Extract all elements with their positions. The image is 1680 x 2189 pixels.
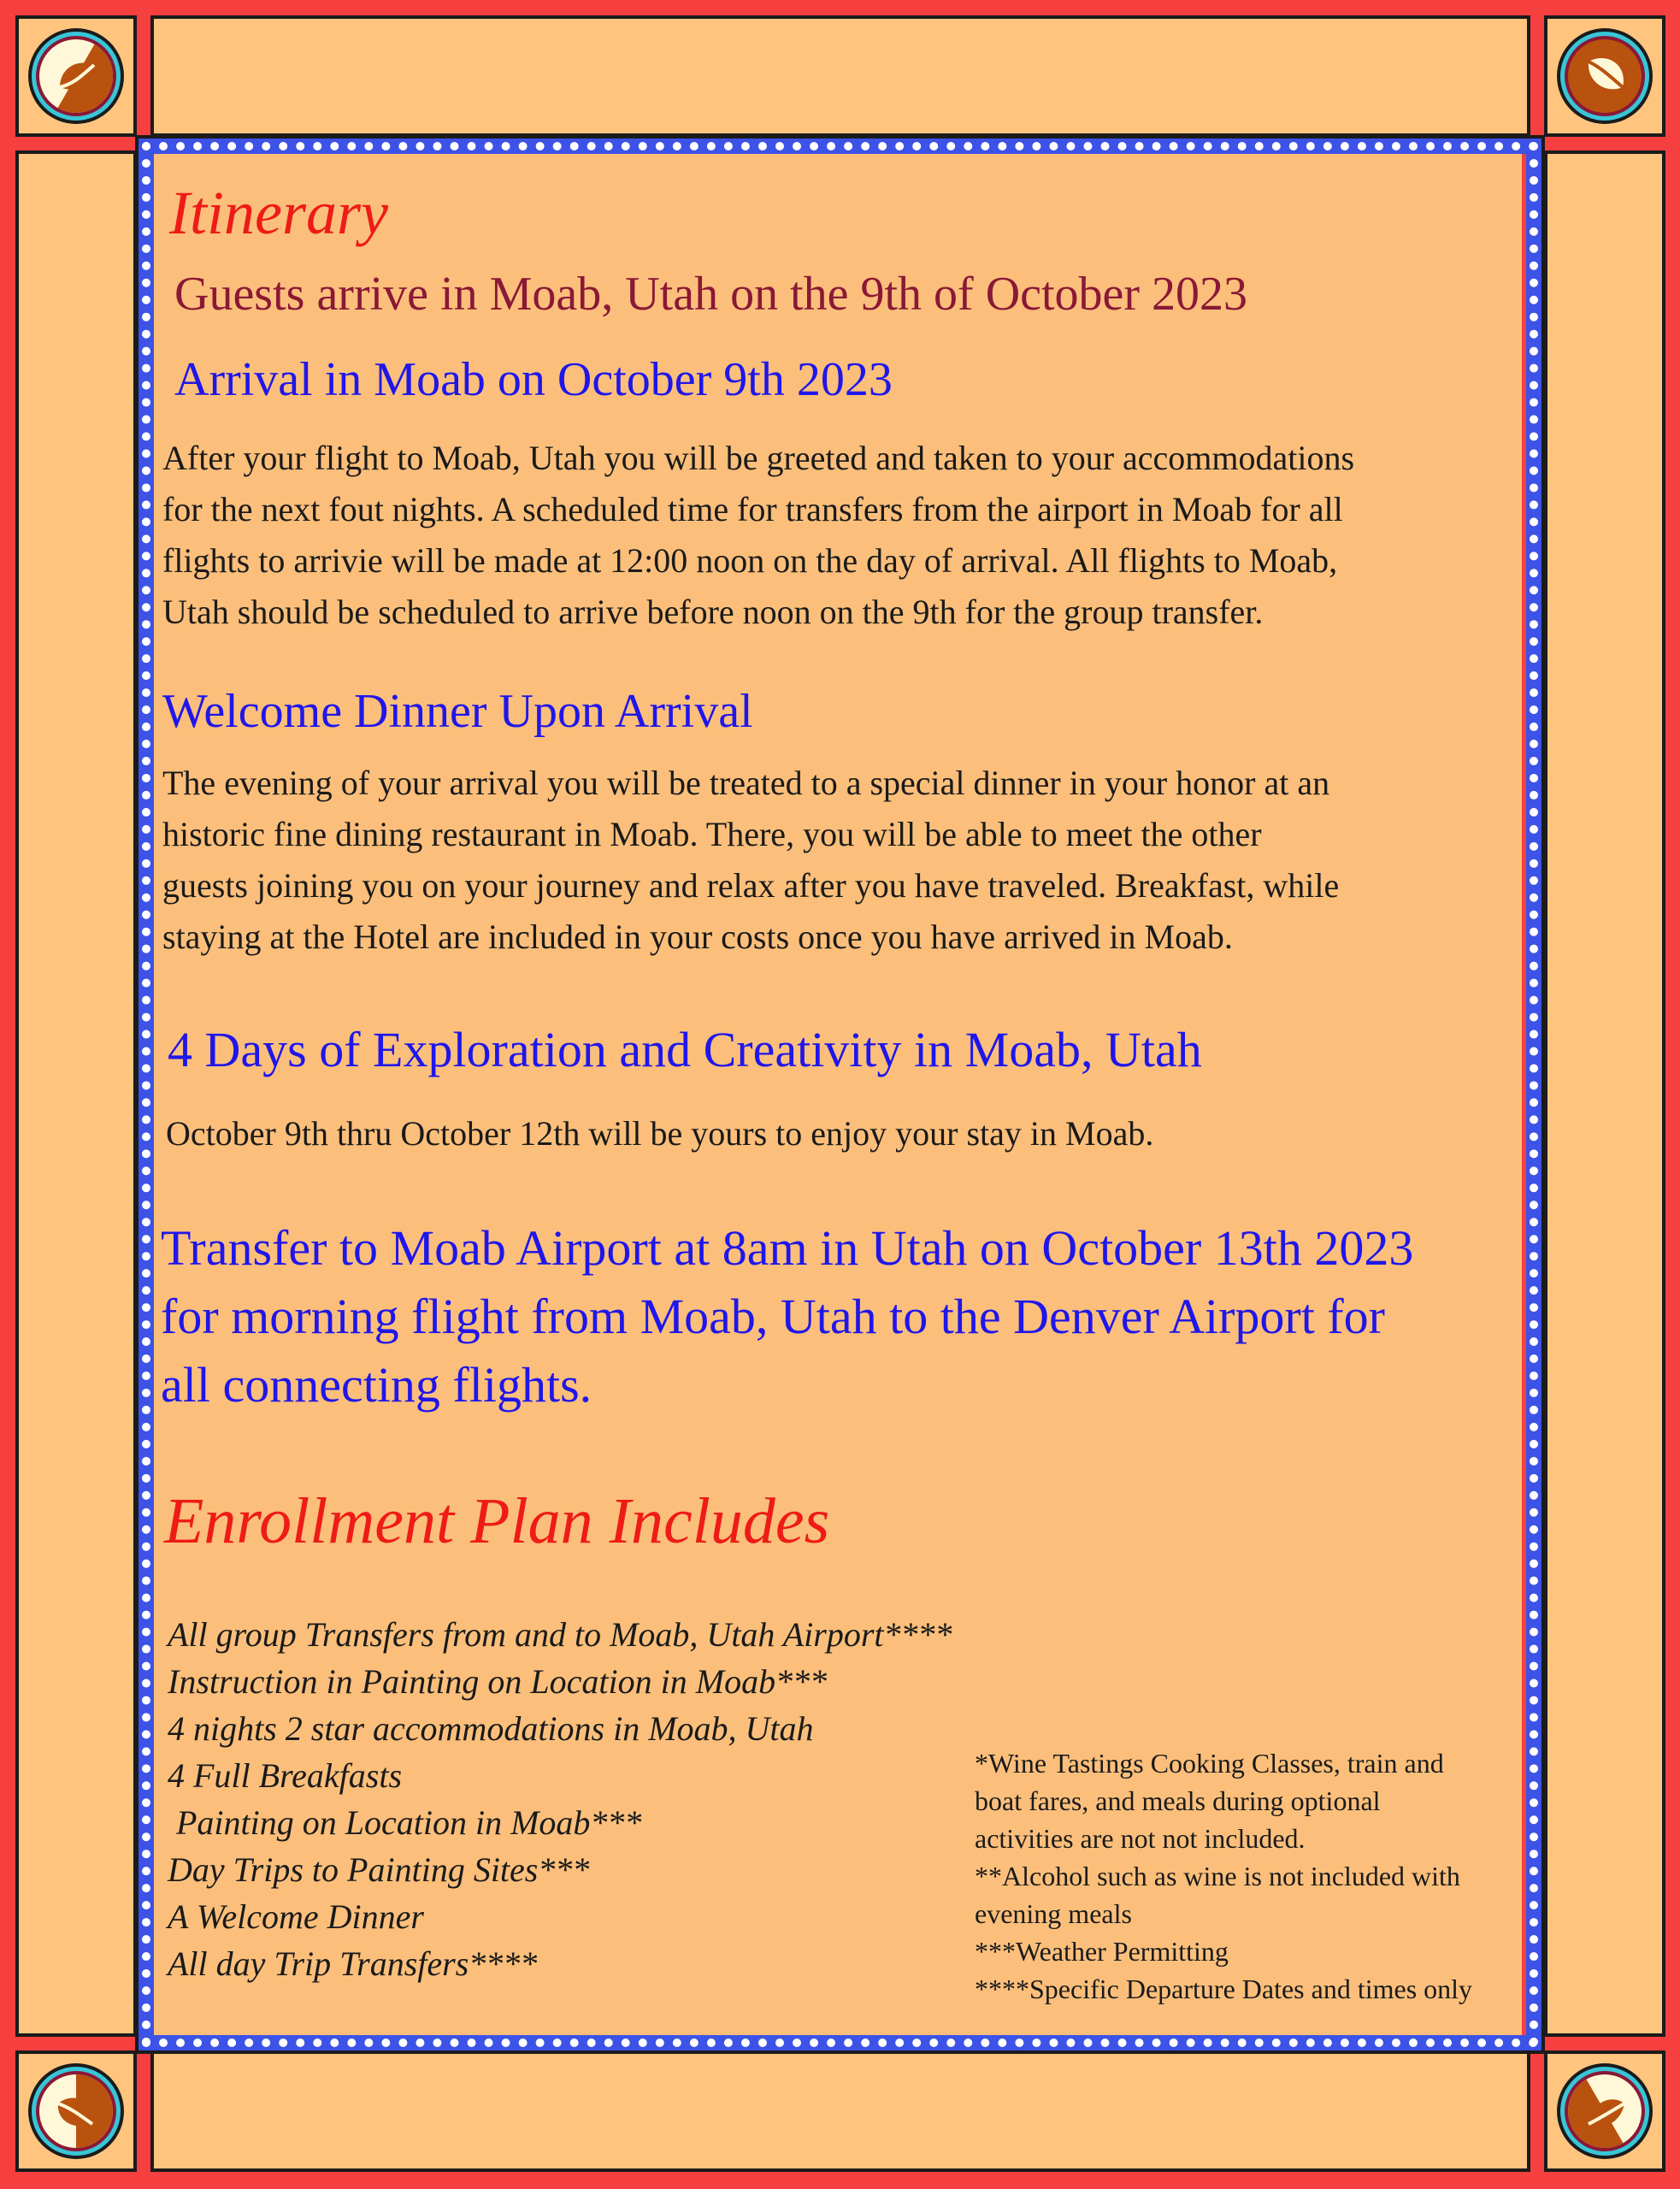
enrollment-item-8: All day Trip Transfers**** [168,1944,538,1983]
arrival-headline: Guests arrive in Moab, Utah on the 9th of October 2023 [174,268,1248,321]
enrollment-item-6: Day Trips to Painting Sites*** [168,1850,590,1889]
enrollment-notes [975,1744,1472,2008]
transfer-line-2: for morning flight from Moab, Utah to the Denver Airport for [161,1289,1385,1344]
note-line-1: *Wine Tastings Cooking Classes, train and [975,1748,1444,1779]
exploration-text: October 9th thru October 12th will be yours to enjoy your stay in Moab. [166,1114,1154,1153]
enrollment-item-3: 4 nights 2 star accommodations in Moab, Utah [168,1709,814,1748]
note-line-3: activities are not not included. [975,1823,1306,1854]
welcome-line-2: historic fine dining restaurant in Moab. There, you will be able to meet the other [162,815,1262,853]
welcome-dinner-paragraph [162,758,1530,963]
arrival-paragraph [162,433,1530,638]
medallion-bottom-right-icon [1554,2061,1655,2162]
top-border-panel [150,15,1530,137]
enrollment-item-1: All group Transfers from and to Moab, Utah Airport**** [168,1615,952,1654]
medallion-bottom-left-icon [26,2061,127,2162]
note-line-2: boat fares, and meals during optional [975,1785,1381,1816]
enrollment-item-7: A Welcome Dinner [168,1897,424,1936]
note-line-7: ****Specific Departure Dates and times only [975,1974,1473,2004]
welcome-dinner-heading: Welcome Dinner Upon Arrival [162,685,753,738]
transfer-block [161,1214,1413,1419]
enrollment-item-4: 4 Full Breakfasts [168,1756,403,1795]
bottom-border-panel [150,2050,1530,2172]
exploration-heading: 4 Days of Exploration and Creativity in Moab, Utah [168,1022,1202,1077]
itinerary-title: Itinerary [169,179,388,247]
right-border-panel [1544,150,1665,2037]
arrival-heading: Arrival in Moab on October 9th 2023 [174,353,893,406]
arrival-line-2: for the next fout nights. A scheduled time for transfers from the airport in Moab for all [162,490,1343,528]
enrollment-item-5: Painting on Location in Moab*** [168,1803,642,1842]
transfer-line-3: all connecting flights. [161,1357,592,1413]
note-line-5: evening meals [975,1898,1132,1929]
transfer-line-1: Transfer to Moab Airport at 8am in Utah on October 13th 2023 [161,1220,1414,1276]
enrollment-heading: Enrollment Plan Includes [164,1485,830,1557]
welcome-line-1: The evening of your arrival you will be treated to a special dinner in your honor at an [162,764,1330,802]
arrival-line-3: flights to arrivie will be made at 12:00 noon on the day of arrival. All flights to Moab, [162,541,1338,580]
enrollment-item-2: Instruction in Painting on Location in Moab*** [168,1662,828,1701]
medallion-top-left-icon [26,26,127,127]
note-line-6: ***Weather Permitting [975,1936,1229,1967]
arrival-line-1: After your flight to Moab, Utah you will be greeted and taken to your accommodations [162,439,1355,477]
note-line-4: **Alcohol such as wine is not included with [975,1861,1460,1891]
welcome-line-4: staying at the Hotel are included in your costs once you have arrived in Moab. [162,917,1233,956]
medallion-top-right-icon [1554,26,1655,127]
left-border-panel [15,150,137,2037]
arrival-line-4: Utah should be scheduled to arrive before noon on the 9th for the group transfer. [162,593,1264,631]
welcome-line-3: guests joining you on your journey and relax after you have traveled. Breakfast, while [162,866,1340,905]
enrollment-items [168,1611,952,1987]
